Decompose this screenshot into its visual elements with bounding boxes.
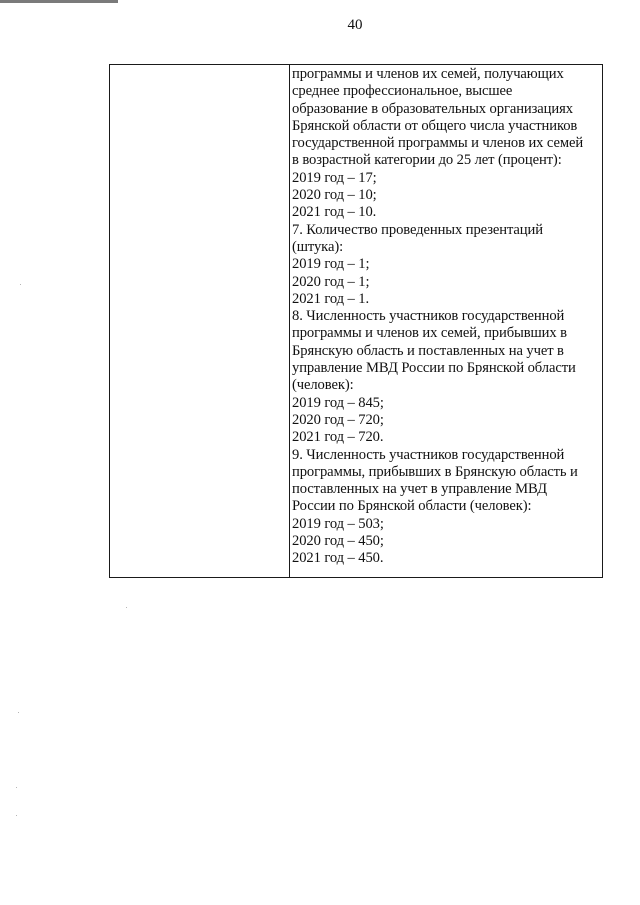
text-line: Брянскую область и поставленных на учет в xyxy=(292,342,564,359)
text-line: программы и членов их семей, получающих xyxy=(292,66,564,82)
text-line: 2021 год – 1. xyxy=(292,290,369,307)
text-line: 2020 год – 450; xyxy=(292,533,384,550)
scan-speck xyxy=(16,815,17,816)
text-line: 2020 год – 10; xyxy=(292,187,377,204)
text-line: программы, прибывших в Брянскую область и xyxy=(292,463,578,480)
text-line: 2021 год – 450. xyxy=(292,550,384,567)
scan-edge-rule xyxy=(0,0,118,3)
text-line: 8. Численность участников государственной xyxy=(292,308,565,325)
text-line: в возрастной категории до 25 лет (процент): xyxy=(292,152,562,169)
text-line: среднее профессиональное, высшее xyxy=(292,83,513,100)
text-line: 2020 год – 720; xyxy=(292,411,384,428)
text-line: 2019 год – 845; xyxy=(292,394,384,411)
text-line: государственной программы и членов их семей xyxy=(292,135,584,152)
text-line: 2021 год – 720. xyxy=(292,429,384,446)
text-line: (штука): xyxy=(292,238,344,255)
page-number: 40 xyxy=(347,17,363,33)
text-line: (человек): xyxy=(292,377,354,394)
text-line: России по Брянской области (человек): xyxy=(292,498,532,515)
scan-speck xyxy=(20,284,21,285)
text-line: 2019 год – 17; xyxy=(292,169,377,186)
text-line: 2019 год – 1; xyxy=(292,256,370,273)
text-line: 9. Численность участников государственной xyxy=(292,446,565,463)
text-line: образование в образовательных организациях xyxy=(292,100,573,117)
table-left-cell xyxy=(110,65,290,577)
text-line: программы и членов их семей, прибывших в xyxy=(292,325,567,342)
table-right-cell xyxy=(290,65,602,577)
text-line: 2019 год – 503; xyxy=(292,515,384,532)
text-line: поставленных на учет в управление МВД xyxy=(292,481,547,498)
text-line: 2021 год – 10. xyxy=(292,204,377,221)
scan-speck xyxy=(16,787,17,788)
scan-speck xyxy=(18,712,19,713)
text-line: 7. Количество проведенных презентаций xyxy=(292,221,543,238)
indicator-table xyxy=(109,64,603,578)
scan-speck xyxy=(126,607,127,608)
text-line: 2020 год – 1; xyxy=(292,273,370,290)
text-line: Брянской области от общего числа участников xyxy=(292,117,578,134)
text-line: управление МВД России по Брянской области xyxy=(292,360,576,377)
